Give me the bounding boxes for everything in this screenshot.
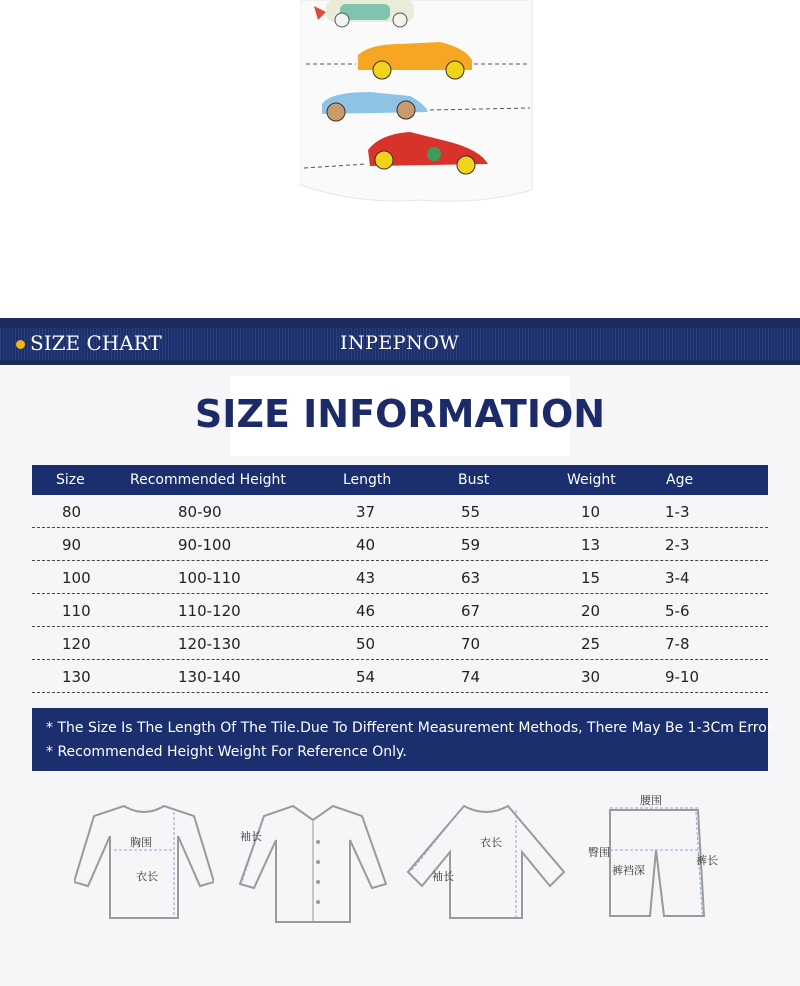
cell-height: 80-90 bbox=[178, 503, 222, 521]
table-header bbox=[32, 465, 768, 495]
product-photo bbox=[0, 0, 800, 318]
note-line: * The Size Is The Length Of The Tile.Due To Different Measurement Methods, There May Be 1-3Cm Error. bbox=[46, 720, 776, 736]
cell-bust: 74 bbox=[461, 668, 481, 686]
measurement-diagrams bbox=[60, 782, 750, 932]
length-label: 衣长 bbox=[136, 870, 158, 883]
banner-bottom-stripe bbox=[0, 360, 800, 365]
header-bust: Bust bbox=[458, 472, 490, 488]
length-label: 衣长 bbox=[480, 836, 502, 849]
long-sleeve-shirt-diagram bbox=[74, 802, 214, 922]
size-chart-banner bbox=[0, 318, 800, 366]
header-length: Length bbox=[343, 472, 392, 488]
raglan-top-diagram bbox=[404, 802, 569, 922]
sleeve-label: 袖长 bbox=[240, 830, 262, 843]
cell-size: 110 bbox=[62, 602, 91, 620]
header-age: Age bbox=[666, 472, 694, 488]
cell-age: 3-4 bbox=[665, 569, 690, 587]
header-size: Size bbox=[56, 472, 85, 488]
measurement-note bbox=[32, 708, 776, 771]
table-row bbox=[32, 495, 768, 528]
banner-top-stripe bbox=[0, 318, 800, 328]
cell-height: 120-130 bbox=[178, 635, 241, 653]
cell-size: 100 bbox=[62, 569, 91, 587]
cell-weight: 13 bbox=[581, 536, 601, 554]
cell-weight: 15 bbox=[581, 569, 601, 587]
cell-size: 120 bbox=[62, 635, 91, 653]
brand-name: INPEPNOW bbox=[340, 332, 460, 354]
cell-age: 5-6 bbox=[665, 602, 690, 620]
cell-age: 7-8 bbox=[665, 635, 690, 653]
cell-size: 90 bbox=[62, 536, 82, 554]
cell-weight: 30 bbox=[581, 668, 601, 686]
table-row bbox=[32, 561, 768, 594]
waist-label: 腰围 bbox=[640, 794, 662, 807]
bullet-dot-icon bbox=[16, 340, 25, 349]
cell-height: 90-100 bbox=[178, 536, 232, 554]
size-information-heading: SIZE INFORMATION bbox=[194, 392, 606, 436]
cell-length: 43 bbox=[356, 569, 376, 587]
cell-height: 100-110 bbox=[178, 569, 241, 587]
cell-size: 130 bbox=[62, 668, 91, 686]
chest-label: 胸围 bbox=[130, 836, 152, 849]
cell-weight: 25 bbox=[581, 635, 601, 653]
cell-length: 54 bbox=[356, 668, 376, 686]
cell-bust: 55 bbox=[461, 503, 481, 521]
banner-title: SIZE CHART bbox=[30, 331, 162, 355]
cell-height: 130-140 bbox=[178, 668, 241, 686]
cell-age: 1-3 bbox=[665, 503, 690, 521]
cell-length: 46 bbox=[356, 602, 376, 620]
pants-length-label: 裤长 bbox=[696, 854, 718, 867]
cell-weight: 20 bbox=[581, 602, 601, 620]
hip-label: 臀围 bbox=[588, 846, 610, 859]
cell-age: 2-3 bbox=[665, 536, 690, 554]
table-row bbox=[32, 594, 768, 627]
cell-length: 37 bbox=[356, 503, 376, 521]
sleeve-label: 袖长 bbox=[432, 870, 454, 883]
cell-weight: 10 bbox=[581, 503, 601, 521]
cell-length: 40 bbox=[356, 536, 376, 554]
tshirt-image bbox=[300, 0, 540, 210]
cell-size: 80 bbox=[62, 503, 82, 521]
cell-age: 9-10 bbox=[665, 668, 700, 686]
button-shirt-diagram bbox=[238, 802, 388, 927]
cell-height: 110-120 bbox=[178, 602, 241, 620]
note-line: * Recommended Height Weight For Reference Only. bbox=[46, 744, 407, 760]
table-row bbox=[32, 660, 768, 693]
cell-bust: 59 bbox=[461, 536, 481, 554]
header-weight: Weight bbox=[567, 472, 616, 488]
cell-bust: 67 bbox=[461, 602, 481, 620]
cell-length: 50 bbox=[356, 635, 376, 653]
table-row bbox=[32, 627, 768, 660]
header-recommended-height: Recommended Height bbox=[130, 472, 286, 488]
cell-bust: 70 bbox=[461, 635, 481, 653]
table-row bbox=[32, 528, 768, 561]
rise-label: 裤裆深 bbox=[612, 864, 645, 877]
cell-bust: 63 bbox=[461, 569, 481, 587]
